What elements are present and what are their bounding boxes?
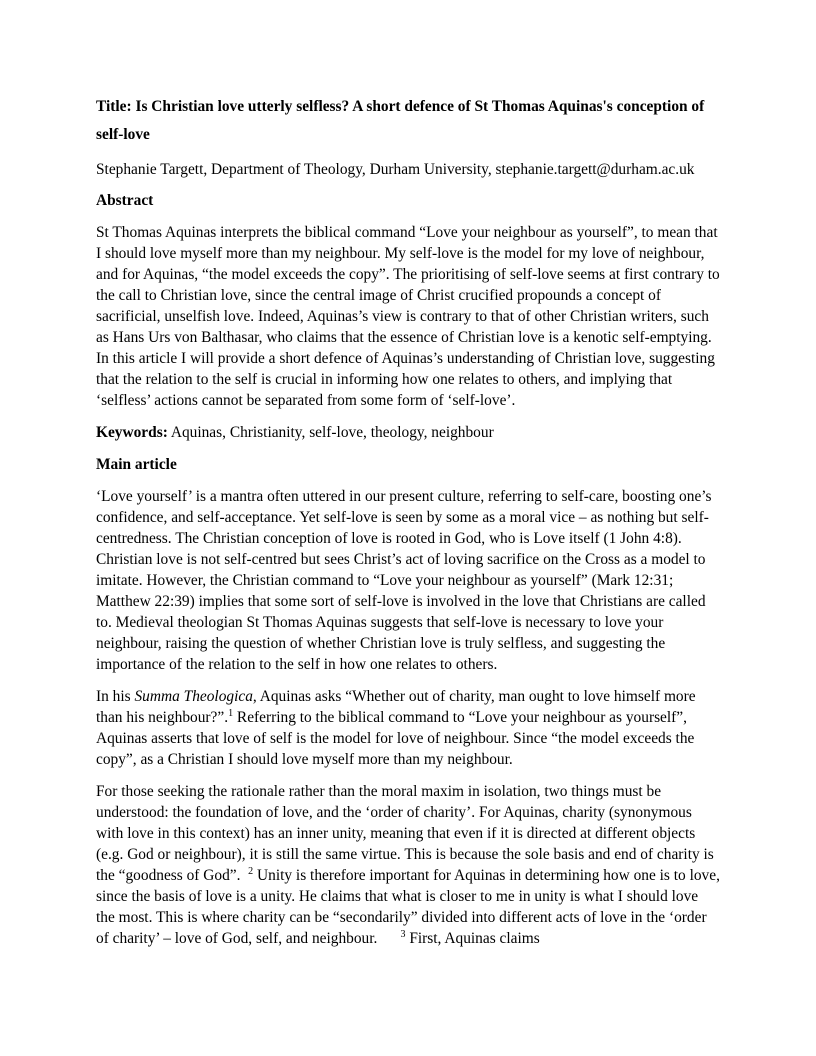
footnote-ref-2[interactable]: 2	[248, 865, 254, 877]
para2-text-c: Referring to the biblical command to “Love your neighbour as yourself”, Aquinas asserts that love of self is the model for love of neighbour. Since “the model exceeds the copy”, as a Christian I should love myself more than my neighbour.	[96, 709, 695, 768]
footnote-ref-1[interactable]: 1	[228, 707, 234, 719]
abstract-text: St Thomas Aquinas interprets the biblical command “Love your neighbour as yourself”, to mean that I should love myself more than my neighbour. My self-love is the model for my love of neighbour, and for Aquinas, “the model exceeds the copy”. The prioritising of self-love seems at first contrary to the call to Christian love, since the central image of Christ crucified propounds a concept of sacrificial, unselfish love. Indeed, Aquinas’s view is contrary to that of other Christian writers, such as Hans Urs von Balthasar, who claims that the essence of Christian love is a kenotic self-emptying. In this article I will provide a short defence of Aquinas’s understanding of Christian love, suggesting that the relation to the self is crucial in informing how one relates to others, and implying that ‘selfless’ actions cannot be separated from some form of ‘self-love’.	[96, 224, 720, 409]
keywords-line	[96, 422, 720, 443]
para2-text-a: In his	[96, 688, 135, 705]
document-title	[96, 93, 720, 149]
body-paragraph-2	[96, 686, 720, 770]
para3-text-a: For those seeking the rationale rather than the moral maxim in isolation, two things must be understood: the foundation of love, and the ‘order of charity’. For Aquinas, charity (synonymous with love in this context) has an inner unity, meaning that even if it is directed at different objects (e.g. God or neighbour), it is still the same virtue. This is because the sole basis and end of charity is the “goodness of God”.	[96, 783, 714, 884]
keywords-label: Keywords:	[96, 424, 168, 441]
summa-theologica-title: Summa Theologica	[134, 688, 253, 705]
title-text: Is Christian love utterly selfless? A short defence of St Thomas Aquinas's conception of self-love	[96, 98, 705, 143]
main-article-heading: Main article	[96, 456, 177, 473]
title-label: Title:	[96, 98, 132, 115]
para2-text-b: , Aquinas asks “Whether out of charity, man ought to love himself more than his neighbour?”.	[96, 688, 696, 726]
abstract-heading: Abstract	[96, 192, 154, 209]
para3-text-c: First, Aquinas claims	[405, 930, 540, 947]
body-paragraph-1: ‘Love yourself’ is a mantra often uttered in our present culture, referring to self-care, boosting one’s confidence, and self-acceptance. Yet self-love is seen by some as a moral vice – as nothing but self-centredness. The Christian conception of love is rooted in God, who is Love itself (1 John 4:8). Christian love is not self-centred but sees Christ’s act of loving sacrifice on the Cross as a model to imitate. However, the Christian command to “Love your neighbour as yourself” (Mark 12:31; Matthew 22:39) implies that some sort of self-love is involved in the love that Christians are called to. Medieval theologian St Thomas Aquinas suggests that self-love is necessary to love your neighbour, raising the question of whether Christian love is truly selfless, and suggesting the importance of the relation to the self in how one relates to others.	[96, 488, 712, 673]
author-line: Stephanie Targett, Department of Theology, Durham University, stephanie.targett@durham.ac.uk	[96, 161, 695, 178]
keywords-list: Aquinas, Christianity, self-love, theology, neighbour	[170, 424, 494, 441]
para3-text-b: Unity is therefore important for Aquinas in determining how one is to love, since the basis of love is a unity. He claims that what is closer to me in unity is what I should love the most. This is where charity can be “secondarily” divided into different acts of love in the ‘order of charity’ – love of God, self, and neighbour.	[96, 867, 720, 947]
footnote-ref-3[interactable]: 3	[400, 928, 406, 940]
document-page	[96, 93, 720, 960]
body-paragraph-3	[96, 781, 720, 949]
